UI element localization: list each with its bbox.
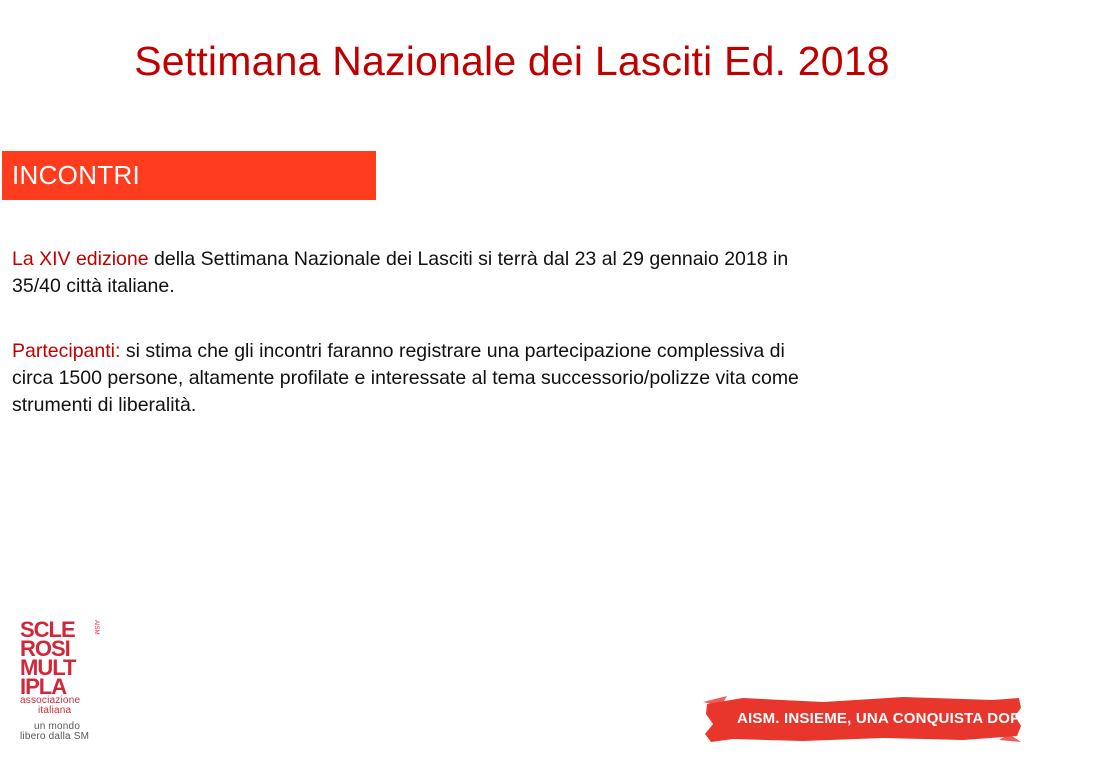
paragraph-participants-lead: Partecipanti: bbox=[12, 340, 121, 362]
logo-line-1: SCLE bbox=[20, 617, 75, 642]
paragraph-participants bbox=[12, 338, 802, 419]
logo-sub-4: libero dalla SM bbox=[20, 731, 90, 742]
paragraph-edition-text: della Settimana Nazionale dei Lasciti si terrà dal 23 al 29 gennaio 2018 in 35/40 città italiane. bbox=[12, 248, 789, 297]
logo-side-text: AISM bbox=[93, 620, 99, 635]
slide-title: Settimana Nazionale dei Lasciti Ed. 2018 bbox=[134, 38, 890, 84]
section-label: INCONTRI bbox=[12, 160, 141, 190]
logo-sub-2: italiana bbox=[38, 705, 72, 716]
slogan-banner bbox=[703, 694, 1100, 744]
paragraph-edition-lead: La XIV edizione bbox=[12, 248, 149, 270]
logo-line-4: IPLA bbox=[20, 674, 67, 699]
logo-line-2: ROSI bbox=[20, 636, 70, 661]
section-header-bar bbox=[2, 151, 376, 200]
paragraph-edition bbox=[12, 246, 802, 300]
logo-sub-1: associazione bbox=[20, 695, 81, 706]
slogan-text: AISM. INSIEME, UNA CONQUISTA DOPO L'ALTRA bbox=[737, 710, 1100, 727]
sclerosi-multipla-logo bbox=[20, 617, 100, 750]
paragraph-participants-text: si stima che gli incontri faranno registrare una partecipazione complessiva di circa 1500 persone, altamente profilate e interessate al tema successorio/polizze vita come strumenti di liberalità. bbox=[12, 340, 799, 416]
logo-sub-3: un mondo bbox=[34, 721, 81, 732]
logo-line-3: MULT bbox=[20, 655, 76, 680]
